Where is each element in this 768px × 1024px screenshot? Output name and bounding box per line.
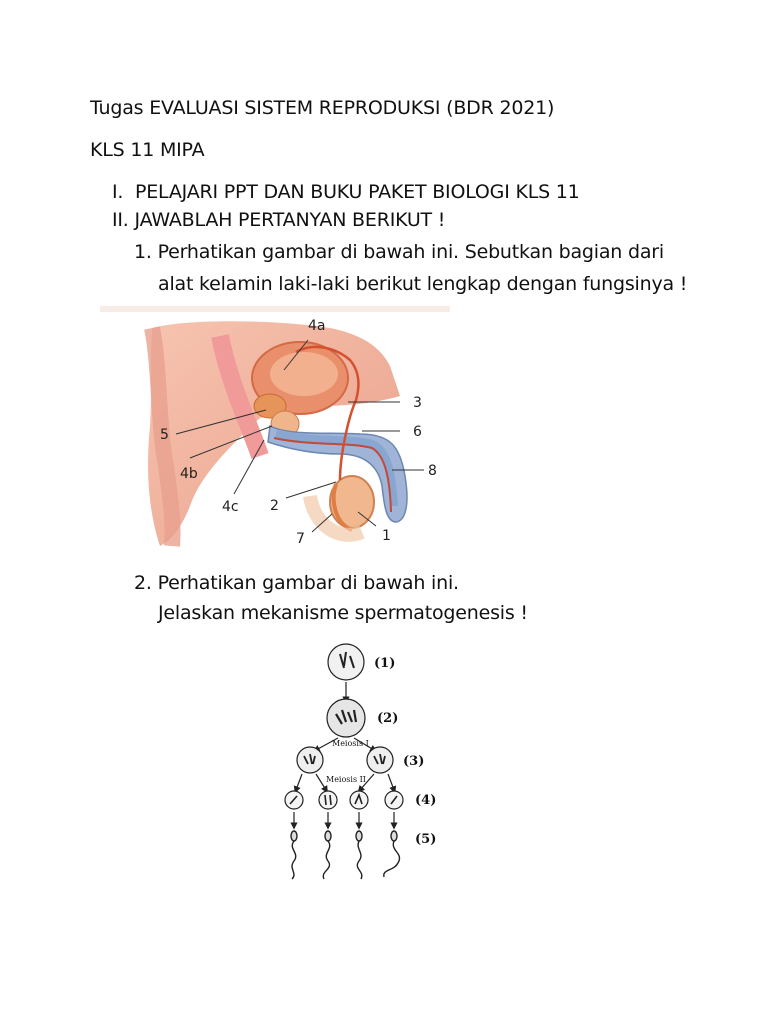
question-1-line-2: alat kelamin laki-laki berikut lengkap dengan fungsinya ! <box>158 273 688 295</box>
meiosis-2-label: Meiosis II <box>326 775 366 784</box>
instruction-text: JAWABLAH PERTANYAN BERIKUT ! <box>134 209 446 231</box>
male-reproductive-system-figure <box>100 306 460 556</box>
figure1-label-2: 2 <box>270 498 279 514</box>
stage-label-2: (2) <box>377 711 399 726</box>
question-text: Perhatikan gambar di bawah ini. <box>157 572 459 594</box>
figure1-label-7: 7 <box>296 531 305 547</box>
instruction-1 <box>112 180 580 204</box>
figure1-label-4c: 4c <box>222 499 239 515</box>
question-number: 1. <box>134 241 152 263</box>
figure1-label-4b: 4b <box>180 466 198 482</box>
question-number: 2. <box>134 572 152 594</box>
instruction-numeral: I. <box>112 181 124 203</box>
figure1-label-6: 6 <box>413 424 422 440</box>
figure1-label-4a: 4a <box>308 318 326 334</box>
stage-label-5: (5) <box>415 832 437 847</box>
spermatogenesis-figure <box>270 636 470 886</box>
page-title: Tugas EVALUASI SISTEM REPRODUKSI (BDR 2021) <box>90 97 555 119</box>
figure1-label-8: 8 <box>428 463 437 479</box>
instruction-2 <box>112 208 445 232</box>
question-1-line-1 <box>134 240 664 264</box>
figure1-label-5: 5 <box>160 427 169 443</box>
instruction-numeral: II. <box>112 209 129 231</box>
meiosis-1-label: Meiosis I <box>332 739 369 748</box>
question-text: Perhatikan gambar di bawah ini. Sebutkan bagian dari <box>157 241 664 263</box>
class-label: KLS 11 MIPA <box>90 139 205 161</box>
question-2-line-1 <box>134 571 459 595</box>
stage-label-1: (1) <box>374 656 396 671</box>
figure1-label-3: 3 <box>413 395 422 411</box>
question-2-line-2: Jelaskan mekanisme spermatogenesis ! <box>158 602 528 624</box>
instruction-text: PELAJARI PPT DAN BUKU PAKET BIOLOGI KLS 11 <box>134 181 580 203</box>
stage-label-3: (3) <box>403 754 425 769</box>
stage-label-4: (4) <box>415 793 437 808</box>
figure1-label-1: 1 <box>382 528 391 544</box>
